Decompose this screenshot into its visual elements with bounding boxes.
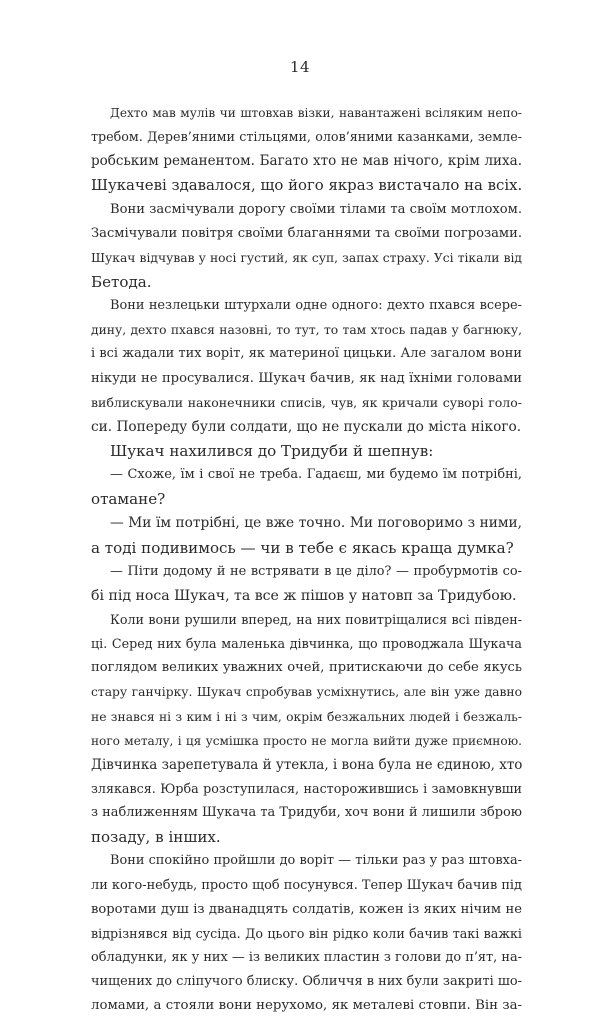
text-line: злякався. Юрба розступилася, насторожившись і замовкнувши [91,780,522,796]
text-line: си. Попереду були солдати, що не пускали до міста нікого. [91,418,522,435]
text-line: Шукачеві здавалося, що його якраз вистачало на всіх. [91,176,523,195]
text-line: Вони спокійно пройшли до воріт — тільки раз у раз штовха- [110,853,522,869]
text-line: з наближенням Шукача та Тридуби, хоч вони й лишили зброю [91,805,522,821]
text-line: Засмічували повітря своїми благаннями та своїми погрозами. [91,225,522,241]
text-line: — Піти додому й не встрявати в це діло? — пробурмотів со- [110,563,522,579]
text-line: ці. Серед них була маленька дівчинка, що проводжала Шукача [91,636,522,652]
text-line: а тоді подивимось — чи в тебе є якась краща думка? [91,538,514,557]
text-line: нікуди не просувалися. Шукач бачив, як над їхніми головами [91,370,522,386]
text-line: і всі жадали тих воріт, як материної цицьки. Але загалом вони [91,346,522,362]
text-line: — Схоже, їм і свої не треба. Гадаєш, ми будемо їм потрібні, [110,467,522,483]
text-line: ли кого-небудь, просто щоб посунувся. Тепер Шукач бачив під [91,877,522,893]
text-line: виблискували наконечники списів, чув, як кричали суворі голо- [91,394,522,410]
text-line: Шукач нахилився до Тридуби й шепнув: [110,441,434,460]
body-text [91,101,522,1018]
text-line: отамане? [91,490,166,509]
text-line: Бетода. [91,272,152,291]
text-line: ломами, а стояли вони нерухомо, як металеві стовпи. Він за- [91,998,522,1014]
text-line: Вони незлецьки штурхали одне одного: дехто пхався всере- [110,298,522,314]
text-line: робським реманентом. Багато хто не мав нічого, крім лиха. [91,153,522,170]
text-line: стару ганчірку. Шукач спробував усміхнутись, але він уже давно [91,685,522,700]
text-line: требом. Дерев’яними стільцями, олов’яними казанками, земле- [91,129,522,145]
text-line: обладунки, як у них — із великих пластин з голови до п’ят, на- [91,949,523,965]
text-line: — Ми їм потрібні, це вже точно. Ми поговоримо з ними, [110,515,522,532]
text-line: не знався ні з ким і ні з чим, окрім безжальних людей і безжаль- [91,709,522,724]
text-line: Шукач відчував у носі густий, як суп, запах страху. Усі тікали від [91,250,522,265]
text-line: ного металу, і ця усмішка просто не могла вийти дуже приємною. [91,733,522,748]
text-line: Коли вони рушили вперед, на них повитріщалися всі півден- [110,611,522,627]
text-line: Дехто мав мулів чи штовхав візки, навантажені всіляким непо- [110,106,522,120]
text-line: дину, дехто пхався назовні, то тут, то там хтось падав у багнюку, [91,323,522,338]
text-line: Дівчинка зарепетувала й утекла, і вона була не єдиною, хто [91,756,523,773]
text-line: позаду, в інших. [91,828,221,847]
text-line: відрізнявся від сусіда. До цього він рідко коли бачив такі важкі [91,925,522,941]
text-line: воротами душ із дванадцять солдатів, кожен із яких нічим не [91,901,522,917]
text-line: чищених до сліпучого блиску. Обличчя в них були закриті шо- [91,974,522,990]
page-number: 14 [289,58,311,76]
text-line: Вони засмічували дорогу своїми тілами та своїм мотлохом. [110,201,522,217]
text-line: поглядом великих уважних очей, притискаючи до себе якусь [91,660,522,676]
text-line: бі під носа Шукач, та все ж пішов у натовп за Тридубою. [91,587,517,604]
